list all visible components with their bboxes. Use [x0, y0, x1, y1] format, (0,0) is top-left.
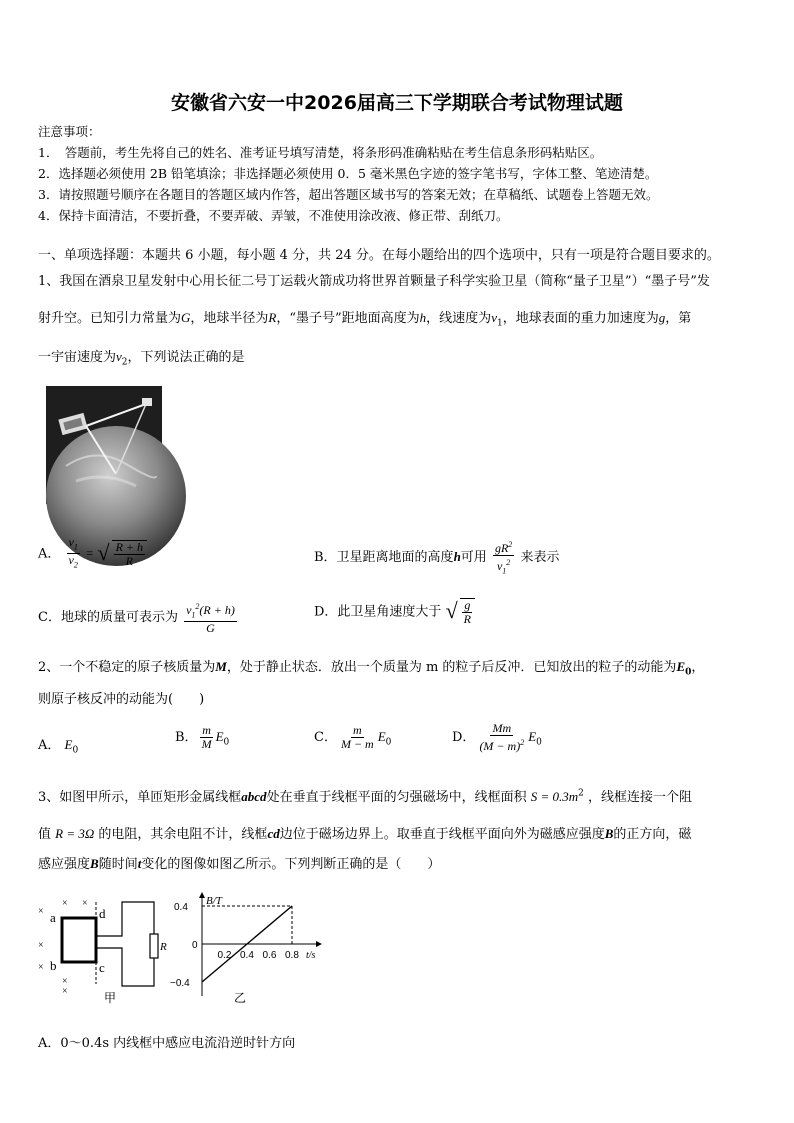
q3-line1: 3、如图甲所示，单匝矩形金属线框abcd处在垂直于线框平面的匀强磁场中，线框面积 $S = 0.3m^2$ ，线框连接一个阻	[38, 788, 693, 805]
label-jia: 甲	[104, 991, 117, 1005]
q1-line3: 一宇宙速度为$v_2$，下列说法正确的是	[38, 349, 245, 368]
q2-option-a[interactable]: A． $E_0$	[38, 737, 79, 756]
q2-line2: 则原子核反冲的动能为( )	[38, 692, 205, 707]
chart-x-tick-label: 0.2	[217, 950, 232, 961]
satellite-photo	[46, 386, 162, 504]
chart-x-label: t/s	[306, 950, 316, 961]
q2-option-c[interactable]: C． $\frac{m}{M - m}$ $E_0$	[314, 723, 392, 751]
svg-text:×: ×	[62, 898, 68, 909]
svg-text:×: ×	[38, 940, 44, 951]
q2-line1: 2、一个不稳定的原子核质量为M，处于静止状态．放出一个质量为 m 的粒子后反冲．已知放出的粒子的动能为$E_0$，	[38, 659, 705, 678]
section-heading: 一、单项选择题：本题共 6 小题，每小题 4 分，共 24 分。在每小题给出的四个选项中，只有一项是符合题目要求的。	[38, 248, 720, 263]
svg-text:×: ×	[82, 898, 88, 909]
svg-text:d: d	[99, 906, 106, 921]
q2-option-b[interactable]: B． $\frac{m}{M}$ $E_0$	[175, 723, 230, 751]
notice-item-2: 2．选择题必须使用 2B 铅笔填涂；非选择题必须使用 0．5 毫米黑色字迹的签字笔书写，字体工整、笔迹清楚。	[38, 166, 658, 181]
chart-y-arrow	[199, 892, 205, 898]
q1-option-b[interactable]: B．卫星距离地面的高度h可用 $\frac{gR^2}{v_1^2}$ 来表示	[314, 540, 560, 576]
svg-text:×: ×	[38, 906, 44, 917]
svg-text:R: R	[160, 941, 167, 953]
q1-line1: 1、我国在酒泉卫星发射中心用长征二号丁运载火箭成功将世界首颗量子科学实验卫星（简称“量子卫星”）“墨子号”发	[38, 274, 710, 289]
notice-item-4: 4．保持卡面清洁，不要折叠，不要弄破、弄皱，不准使用涂改液、修正带、刮纸刀。	[38, 208, 509, 223]
page-title: 安徽省六安一中2026届高三下学期联合考试物理试题	[171, 92, 623, 114]
chart-y-tick-label: −0.4	[170, 978, 190, 989]
notice-heading: 注意事项：	[38, 124, 101, 139]
svg-text:c: c	[99, 960, 105, 975]
svg-text:×: ×	[62, 986, 68, 997]
svg-text:×: ×	[38, 962, 44, 973]
chart-x-arrow	[316, 941, 322, 947]
q3-line2: 值 R = 3Ω 的电阻，其余电阻不计，线框cd边位于磁场边界上。取垂直于线框平面向外为磁感应强度B的正方向，磁	[38, 826, 692, 842]
chart-y-tick-label: 0.4	[174, 902, 188, 913]
label-yi: 乙	[234, 991, 247, 1005]
chart-y-tick-label: 0	[192, 940, 198, 951]
q1-option-d[interactable]: D．此卫星角速度大于 √ $\frac{g}{R}$	[314, 598, 477, 626]
svg-text:b: b	[50, 958, 57, 973]
notice-item-3: 3．请按照题号顺序在各题目的答题区域内作答，超出答题区域书写的答案无效；在草稿纸、试题卷上答题无效。	[38, 187, 659, 202]
circuit-figure	[36, 896, 166, 1006]
q3-line3: 感应强度B随时间t变化的图像如图乙所示。下列判断正确的是（ ）	[38, 856, 441, 872]
q3-option-a[interactable]: A．0～0.4s 内线框中感应电流沿逆时针方向	[38, 1036, 296, 1051]
q1-line2: 射升空。已知引力常量为G，地球半径为R，“墨子号”距地面高度为h，线速度为$v_1$，地球表面的重力加速度为g，第	[38, 310, 692, 329]
q1-option-c[interactable]: C．地球的质量可表示为 $\frac{v_1^2(R + h)}{G}$	[38, 602, 235, 636]
chart-x-tick-label: 0.6	[262, 950, 277, 961]
bt-chart	[168, 892, 328, 1004]
svg-text:×: ×	[62, 976, 68, 987]
q1-option-a[interactable]: A． $\frac{v_1}{v_2}$ = √ $\frac{R + h}{R}$	[38, 536, 149, 572]
chart-x-tick-label: 0.4	[240, 950, 254, 961]
chart-x-tick-label: 0.8	[285, 950, 299, 961]
notice-item-1: 1． 答题前，考生先将自己的姓名、准考证号填写清楚，将条形码准确粘贴在考生信息条形码粘贴区。	[38, 145, 603, 160]
chart-y-label: B/T	[206, 895, 222, 907]
q2-option-d[interactable]: D． $\frac{Mm}{(M - m)^2}$ $E_0$	[452, 721, 542, 753]
svg-text:a: a	[50, 910, 56, 925]
